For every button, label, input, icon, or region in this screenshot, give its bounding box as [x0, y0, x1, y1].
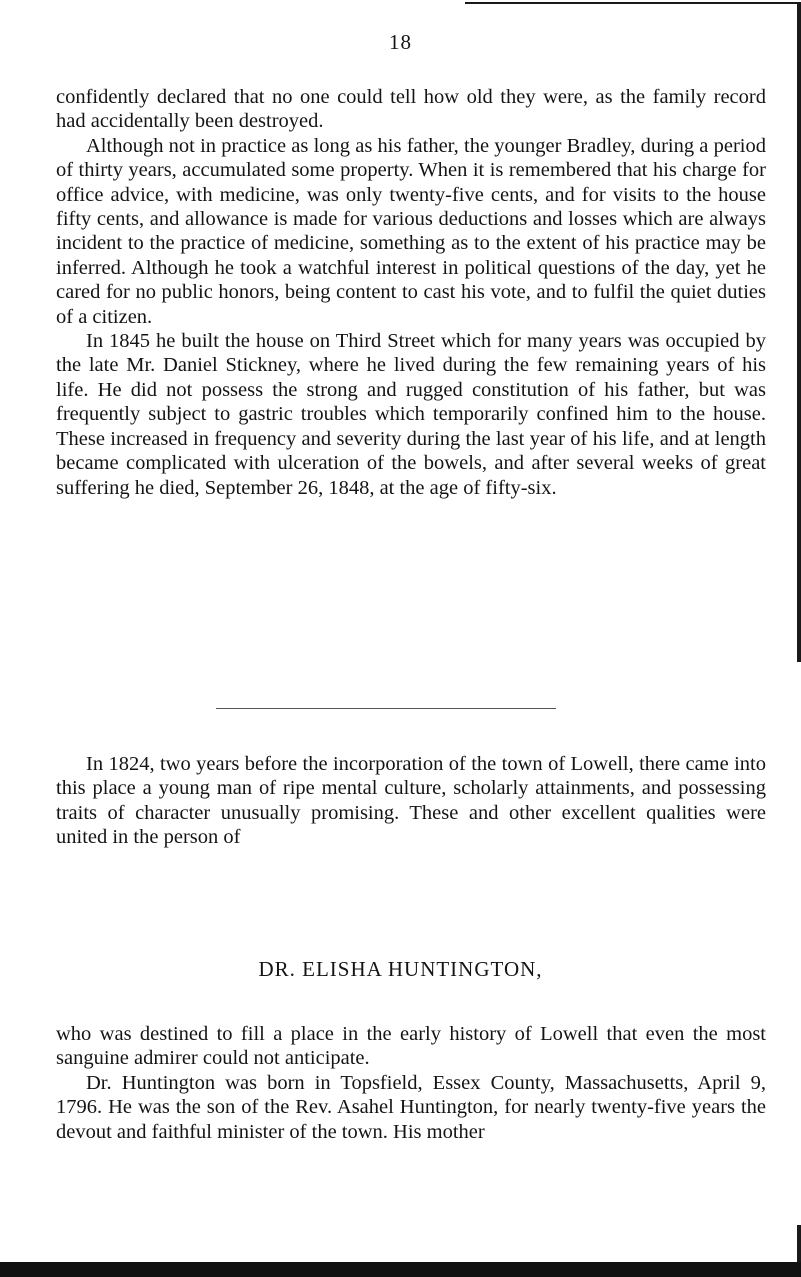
section-heading: DR. ELISHA HUNTINGTON,: [258, 957, 543, 981]
top-edge-rule: [465, 2, 801, 4]
third-street-paragraph: In 1845 he built the house on Third Street which for many years was occupied by the late Mr. Daniel Stickney, where he lived during the few remaining years of his life. He did not possess the strong and rugged constitution of his father, but was frequently subject to gastric troubles which temporarily confined him to the house. These increased in frequency and severity during the last year of his life, and at length became complicated with ulceration of the bowels, and after several weeks of great suffering he died, September 26, 1848, at the age of fifty-six.: [56, 330, 766, 499]
practice-paragraph: Although not in practice as long as his father, the younger Bradley, during a period of thirty years, accumulated some property. When it is remembered that his charge for office advice, with medicine, was only twenty-five cents, and for visits to the house fifty cents, and allowance is made for various deductions and losses which are always incident to the practice of medicine, something as to the extent of his practice may be inferred. Although he took a watchful interest in political questions of the day, yet he cared for no public honors, being content to cast his vote, and to fulfil the quiet duties of a citizen.: [56, 134, 766, 328]
bottom-page-edge: [0, 1262, 801, 1277]
section-one-text: [56, 85, 766, 500]
birth-paragraph: Dr. Huntington was born in Topsfield, Essex County, Massachusetts, April 9, 1796. He was the son of the Rev. Asahel Huntington, for nearly twenty-five years the devout and faithful minister of the town. His mother: [56, 1071, 766, 1143]
after-heading-paragraph: who was destined to fill a place in the early history of Lowell that even the most sanguine admirer could not anticipate.: [56, 1023, 766, 1070]
section-divider: [216, 708, 556, 709]
section-two-intro: [56, 752, 766, 850]
page-number: 18: [389, 30, 412, 54]
continuation-paragraph: confidently declared that no one could tell how old they were, as the family record had accidentally been destroyed.: [56, 86, 766, 133]
intro-paragraph: In 1824, two years before the incorporation of the town of Lowell, there came into this place a young man of ripe mental culture, scholarly attainments, and possessing traits of character unusually promising. These and other excellent qualities were united in the person of: [56, 753, 766, 849]
right-page-edge-lower: [797, 1225, 801, 1263]
right-page-edge-upper: [797, 4, 801, 662]
section-two-body: [56, 1022, 766, 1144]
